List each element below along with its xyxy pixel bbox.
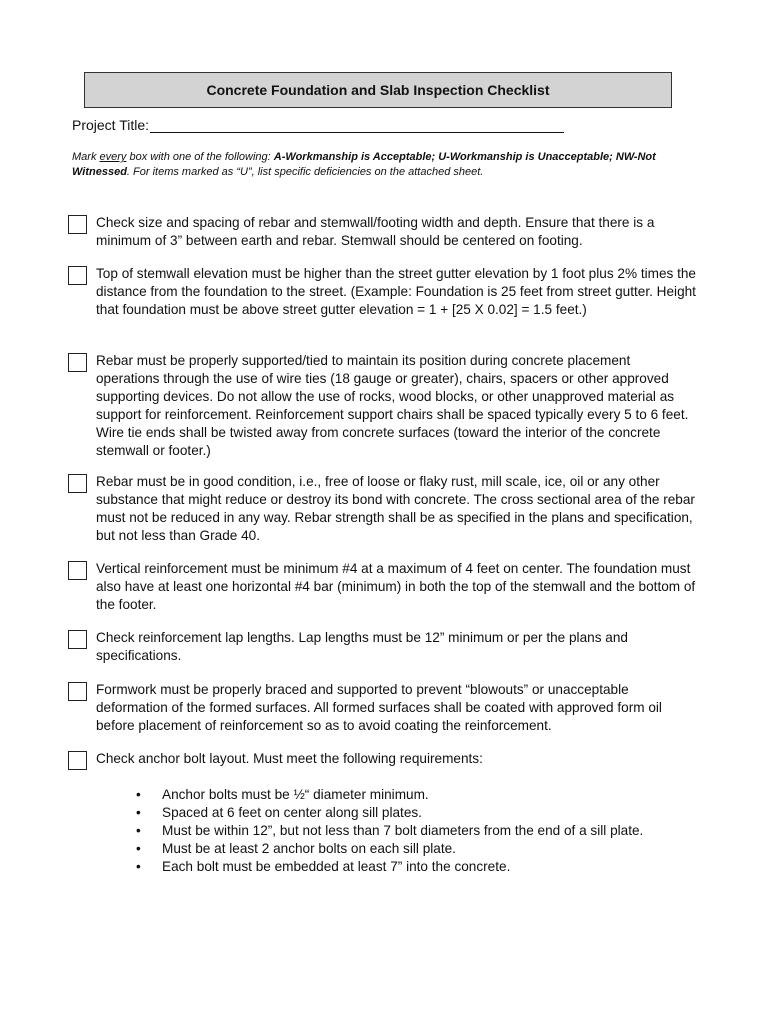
list-item xyxy=(136,822,696,840)
checkbox[interactable] xyxy=(68,751,87,770)
checkbox[interactable] xyxy=(68,215,87,234)
bullet-icon: • xyxy=(136,823,141,838)
checklist-item-text: Rebar must be in good condition, i.e., free of loose or flaky rust, mill scale, ice, oil or any other substance that might reduce or destroy its bond with concrete. The cross sectional area of the rebar must not be reduced in any way. Rebar strength shall be as specified in the plans and specification, but not less than Grade 40. xyxy=(96,474,695,543)
checklist-item-text: Check size and spacing of rebar and stemwall/footing width and depth. Ensure that there is a minimum of 3” between earth and rebar. Stemwall should be centered on footing. xyxy=(96,215,655,248)
instructions-emphasis: every xyxy=(99,151,127,163)
project-title-field[interactable] xyxy=(150,118,564,133)
checkbox[interactable] xyxy=(68,630,87,649)
instructions-text: Mark xyxy=(72,151,100,163)
list-item-text: Spaced at 6 feet on center along sill plates. xyxy=(162,805,422,820)
instructions xyxy=(72,150,712,180)
checklist-item xyxy=(68,265,708,319)
checkbox[interactable] xyxy=(68,266,87,285)
project-title-label: Project Title: xyxy=(72,117,150,133)
checklist-item-text: Rebar must be properly supported/tied to maintain its position during concrete placement operations through the use of wire ties (18 gauge or greater), chairs, spacers or other approved supporting devices. Do not allow the use of rocks, wood blocks, or other unapproved material as support for reinforcement. Reinforcement support chairs shall be spaced typically every 5 to 6 feet. Wire tie ends shall be twisted away from concrete surfaces (toward the interior of the concrete stemwall or footer.) xyxy=(96,353,689,458)
project-title-row xyxy=(72,117,564,133)
bullet-icon: • xyxy=(136,787,141,802)
instructions-codes: A-Workmanship is Acceptable; U-Workmanship is Unacceptable; NW-Not Witnessed xyxy=(72,151,656,178)
list-item xyxy=(136,858,696,876)
instructions-text: . For items marked as “U”, list specific deficiencies on the attached sheet. xyxy=(126,166,484,178)
checklist-item xyxy=(68,629,708,665)
bullet-icon: • xyxy=(136,859,141,874)
checklist-item xyxy=(68,473,708,545)
list-item-text: Must be within 12”, but not less than 7 bolt diameters from the end of a sill plate. xyxy=(162,823,644,838)
bullet-icon: • xyxy=(136,841,141,856)
list-item-text: Must be at least 2 anchor bolts on each sill plate. xyxy=(162,841,456,856)
checkbox[interactable] xyxy=(68,561,87,580)
checkbox[interactable] xyxy=(68,474,87,493)
checklist-item xyxy=(68,750,708,770)
anchor-bolt-requirements xyxy=(136,786,696,876)
checklist-title: Concrete Foundation and Slab Inspection Checklist xyxy=(84,72,672,108)
checklist-item xyxy=(68,560,708,614)
checklist-item-text: Top of stemwall elevation must be higher than the street gutter elevation by 1 foot plus 2% times the distance from the foundation to the street. (Example: Foundation is 25 feet from street gutter. Height that foundation must be above street gutter elevation = 1 + [25 X 0.02] = 1.5 feet.) xyxy=(96,266,696,317)
list-item xyxy=(136,840,696,858)
bullet-icon: • xyxy=(136,805,141,820)
list-item-text: Each bolt must be embedded at least 7” into the concrete. xyxy=(162,859,511,874)
checklist-item-text: Check anchor bolt layout. Must meet the following requirements: xyxy=(96,751,483,766)
checklist-item-text: Vertical reinforcement must be minimum #4 at a maximum of 4 feet on center. The foundation must also have at least one horizontal #4 bar (minimum) in both the top of the stemwall and the bottom of the footer. xyxy=(96,561,696,612)
checkbox[interactable] xyxy=(68,353,87,372)
list-item xyxy=(136,804,696,822)
checklist-item xyxy=(68,214,708,250)
checklist-item-text: Formwork must be properly braced and supported to prevent “blowouts” or unacceptable deformation of the formed surfaces. All formed surfaces shall be coated with approved form oil before placement of reinforcement so as to avoid coating the reinforcement. xyxy=(96,682,662,733)
instructions-text: box with one of the following: xyxy=(126,151,274,163)
checklist-item xyxy=(68,681,708,735)
list-item xyxy=(136,786,696,804)
checklist-item xyxy=(68,352,708,460)
checkbox[interactable] xyxy=(68,682,87,701)
checklist-item-text: Check reinforcement lap lengths. Lap lengths must be 12” minimum or per the plans and specifications. xyxy=(96,630,628,663)
list-item-text: Anchor bolts must be ½“ diameter minimum. xyxy=(162,787,429,802)
